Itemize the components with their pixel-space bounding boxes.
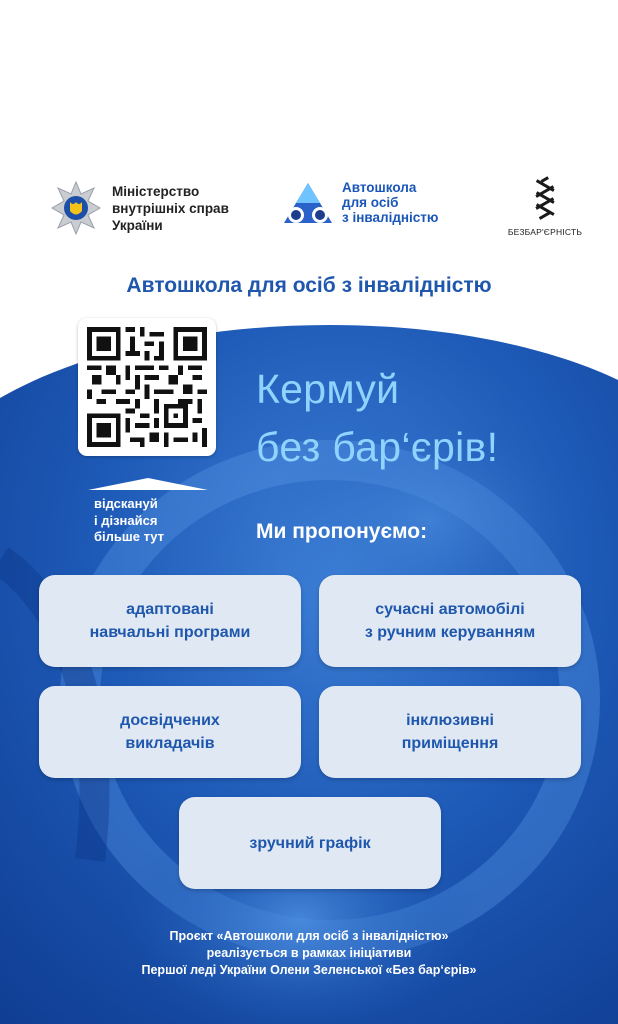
offer-card-convenient-schedule: зручний графік <box>179 797 441 889</box>
offer-card-inclusive-premises: інклюзивні приміщення <box>319 686 581 778</box>
ministry-name: Міністерство внутрішніх справ України <box>112 183 229 233</box>
autoschool-mark-icon <box>282 181 334 225</box>
ministry-emblem-icon <box>50 180 102 236</box>
slogan-line-1: Кермуй <box>256 366 400 412</box>
bezbariernist-mark-icon <box>527 176 563 220</box>
offer-card-modern-cars: сучасні автомобілі з ручним керуванням <box>319 575 581 667</box>
offer-card-experienced-teachers: досвідчених викладачів <box>39 686 301 778</box>
slogan-line-2: без бар‘єрів! <box>256 424 499 470</box>
autoschool-logo <box>282 180 472 225</box>
slogan <box>256 360 498 476</box>
autoschool-logo-text: Автошкола для осіб з інвалідністю <box>342 180 439 225</box>
ministry-logo <box>50 180 242 236</box>
qr-code[interactable] <box>78 318 216 456</box>
qr-code-icon <box>87 327 207 447</box>
footer-text: Проєкт «Автошколи для осіб з інвалідністю» реалізується в рамках ініціативи Першої леді України Олени Зеленської «Без бар‘єрів» <box>141 929 477 977</box>
bezbariernist-caption: БЕЗБАР'ЄРНІСТЬ <box>507 227 583 237</box>
offers-title: Ми пропонуємо: <box>256 520 428 543</box>
bezbariernist-logo <box>505 176 585 237</box>
qr-pointer-arrow <box>88 478 208 490</box>
page-title: Автошкола для осіб з інвалідністю <box>126 274 492 297</box>
qr-caption: відскануй і дізнайся більше тут <box>94 496 165 544</box>
offer-card-adapted-programs: адаптовані навчальні програми <box>39 575 301 667</box>
